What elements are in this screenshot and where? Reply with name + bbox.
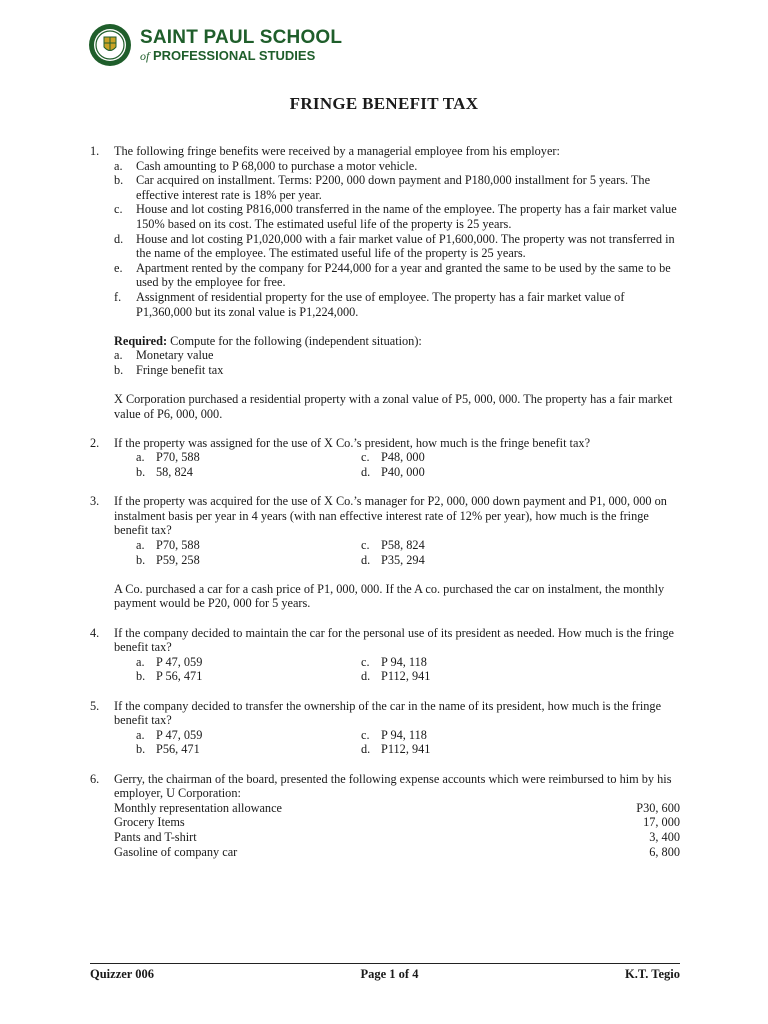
expense-row [114,815,680,830]
choices-q3 [136,538,680,567]
choices-q2 [136,450,680,479]
choice-letter: c. [361,538,370,553]
item-letter: f. [114,289,122,304]
choice-letter: a. [136,538,145,553]
expense-label: Monthly representation allowance [114,800,283,815]
list-item [114,173,680,202]
item-text: Cash amounting to P 68,000 to purchase a motor vehicle. [136,158,418,173]
school-name-line1: SAINT PAUL SCHOOL [140,27,343,48]
choice-b [136,669,361,684]
question-text: Gerry, the chairman of the board, presented the following expense accounts which were reimbursed to him by his employer, U Corporation: [114,771,672,801]
expense-row [114,845,680,860]
item-text: Fringe benefit tax [136,362,224,377]
question-2 [90,436,680,451]
choice-text: P 94, 118 [381,654,427,669]
footer-page-number: Page 1 of 4 [360,967,419,981]
school-name-line2 [140,49,342,62]
choice-text: 58, 824 [156,465,193,480]
page-footer [90,963,680,982]
school-name [140,28,342,62]
item-letter: a. [114,348,123,363]
required-label: Required: [114,333,168,348]
required-text: Compute for the following (independent situation): [167,333,422,348]
list-item [114,290,680,319]
question-number: 3. [90,494,100,509]
choices-q4 [136,655,680,684]
item-text: Car acquired on installment. Terms: P200, 000 down payment and P180,000 installment for 5 years. The effective interest rate is 18% per year. [136,173,651,202]
choice-text: P40, 000 [381,465,425,480]
choice-a [136,450,361,465]
choice-letter: d. [361,669,371,684]
choice-text: P 47, 059 [156,727,203,742]
question-3 [90,494,680,538]
item-text: Assignment of residential property for the use of employee. The property has a fair market value of P1,360,000 but its zonal value is P1,224,000. [136,289,625,319]
choice-a [136,538,361,553]
expense-row [114,801,680,816]
choice-text: P112, 941 [381,742,431,757]
question-text: The following fringe benefits were received by a managerial employee from his employer: [114,144,560,158]
choice-letter: a. [136,654,145,669]
item-letter: a. [114,158,123,173]
choice-d [361,553,561,568]
choice-text: P48, 000 [381,450,425,465]
choice-b [136,742,361,757]
list-item [114,159,680,174]
item-text: House and lot costing P1,020,000 with a fair market value of P1,600,000. The property was not transferred in the name of the employee. The estimated useful life of the property is 25 years. [136,231,675,261]
expense-amount: P30, 600 [636,800,680,815]
choice-a [136,728,361,743]
choice-a [136,655,361,670]
choice-text: P58, 824 [381,538,425,553]
question-6 [90,772,680,801]
expense-label: Grocery Items [114,815,185,830]
choice-d [361,465,561,480]
choice-c [361,450,561,465]
quiz-content [90,144,680,859]
question-4 [90,626,680,655]
list-item [114,261,680,290]
question-1 [90,144,680,319]
list-item [114,202,680,231]
question-number: 6. [90,771,100,786]
expense-label: Pants and T-shirt [114,829,197,844]
question-text: If the company decided to maintain the car for the personal use of its president as needed. How much is the fringe benefit tax? [114,625,675,655]
choice-c [361,538,561,553]
choice-letter: d. [361,742,371,757]
list-item [114,232,680,261]
choice-text: P35, 294 [381,552,425,567]
choice-letter: b. [136,552,146,567]
expense-amount: 17, 000 [643,815,680,830]
school-header [88,22,342,68]
choice-letter: d. [361,552,371,567]
choice-letter: d. [361,465,371,480]
case-a-co: A Co. purchased a car for a cash price of P1, 000, 000. If the A co. purchased the car on instalment, the monthly payment would be P20, 000 for 5 years. [114,581,665,611]
school-name-of: of [140,49,150,63]
expense-amount: 6, 800 [649,844,680,859]
choice-letter: b. [136,669,146,684]
item-letter: d. [114,231,124,246]
choice-letter: b. [136,742,146,757]
choice-text: P 56, 471 [156,669,203,684]
question-number: 1. [90,144,100,158]
footer-quizzer: Quizzer 006 [90,967,154,981]
question-text: If the property was assigned for the use of X Co.’s president, how much is the fringe benefit tax? [114,435,591,450]
school-name-line2-rest: PROFESSIONAL STUDIES [152,48,316,63]
item-letter: b. [114,173,124,188]
choice-letter: c. [361,727,370,742]
choice-text: P70, 588 [156,538,200,553]
choice-text: P56, 471 [156,742,200,757]
school-seal-icon [88,23,132,67]
item-text: Apartment rented by the company for P244,000 for a year and granted the same to be used by the same to be used by the employee for free. [136,260,671,290]
item-letter: e. [114,260,123,275]
choice-d [361,742,561,757]
choice-letter: a. [136,727,145,742]
choice-c [361,655,561,670]
required-line [114,334,680,349]
case-x-corporation: X Corporation purchased a residential property with a zonal value of P5, 000, 000. The property has a fair market value of P6, 000, 000. [114,392,673,421]
choice-text: P 94, 118 [381,727,427,742]
choice-b [136,553,361,568]
question-number: 2. [90,435,100,450]
expense-label: Gasoline of company car [114,844,238,859]
choice-text: P70, 588 [156,450,200,465]
choices-q5 [136,728,680,757]
question-text: If the company decided to transfer the ownership of the car in the name of its president, how much is the fringe benefit tax? [114,698,662,728]
footer-author: K.T. Tegio [624,967,680,981]
question-number: 4. [90,625,100,640]
list-item [114,363,680,378]
choice-letter: a. [136,450,145,465]
choice-b [136,465,361,480]
item-letter: c. [114,202,123,217]
choice-c [361,728,561,743]
question-number: 5. [90,698,100,713]
choice-text: P112, 941 [381,669,431,684]
required-section [114,334,680,378]
item-text: House and lot costing P816,000 transferred in the name of the employee. The property has a fair market value 150% based on its cost. The estimated useful life of the property is 25 years. [136,202,677,231]
choice-letter: b. [136,465,146,480]
question-text: If the property was acquired for the use of X Co.’s manager for P2, 000, 000 down payment and P1, 000, 000 on instalment basis per year in 4 years (with nan effective interest rate of 12% per year), how much is the fringe benefit tax? [114,494,667,538]
item-letter: b. [114,362,124,377]
list-item [114,348,680,363]
expense-list [114,801,680,859]
item-text: Monetary value [136,348,214,363]
page-title: FRINGE BENEFIT TAX [289,94,479,113]
choice-d [361,669,561,684]
choice-text: P 47, 059 [156,654,203,669]
choice-letter: c. [361,450,370,465]
expense-row [114,830,680,845]
expense-amount: 3, 400 [649,829,680,844]
choice-text: P59, 258 [156,552,200,567]
question-5 [90,699,680,728]
choice-letter: c. [361,654,370,669]
